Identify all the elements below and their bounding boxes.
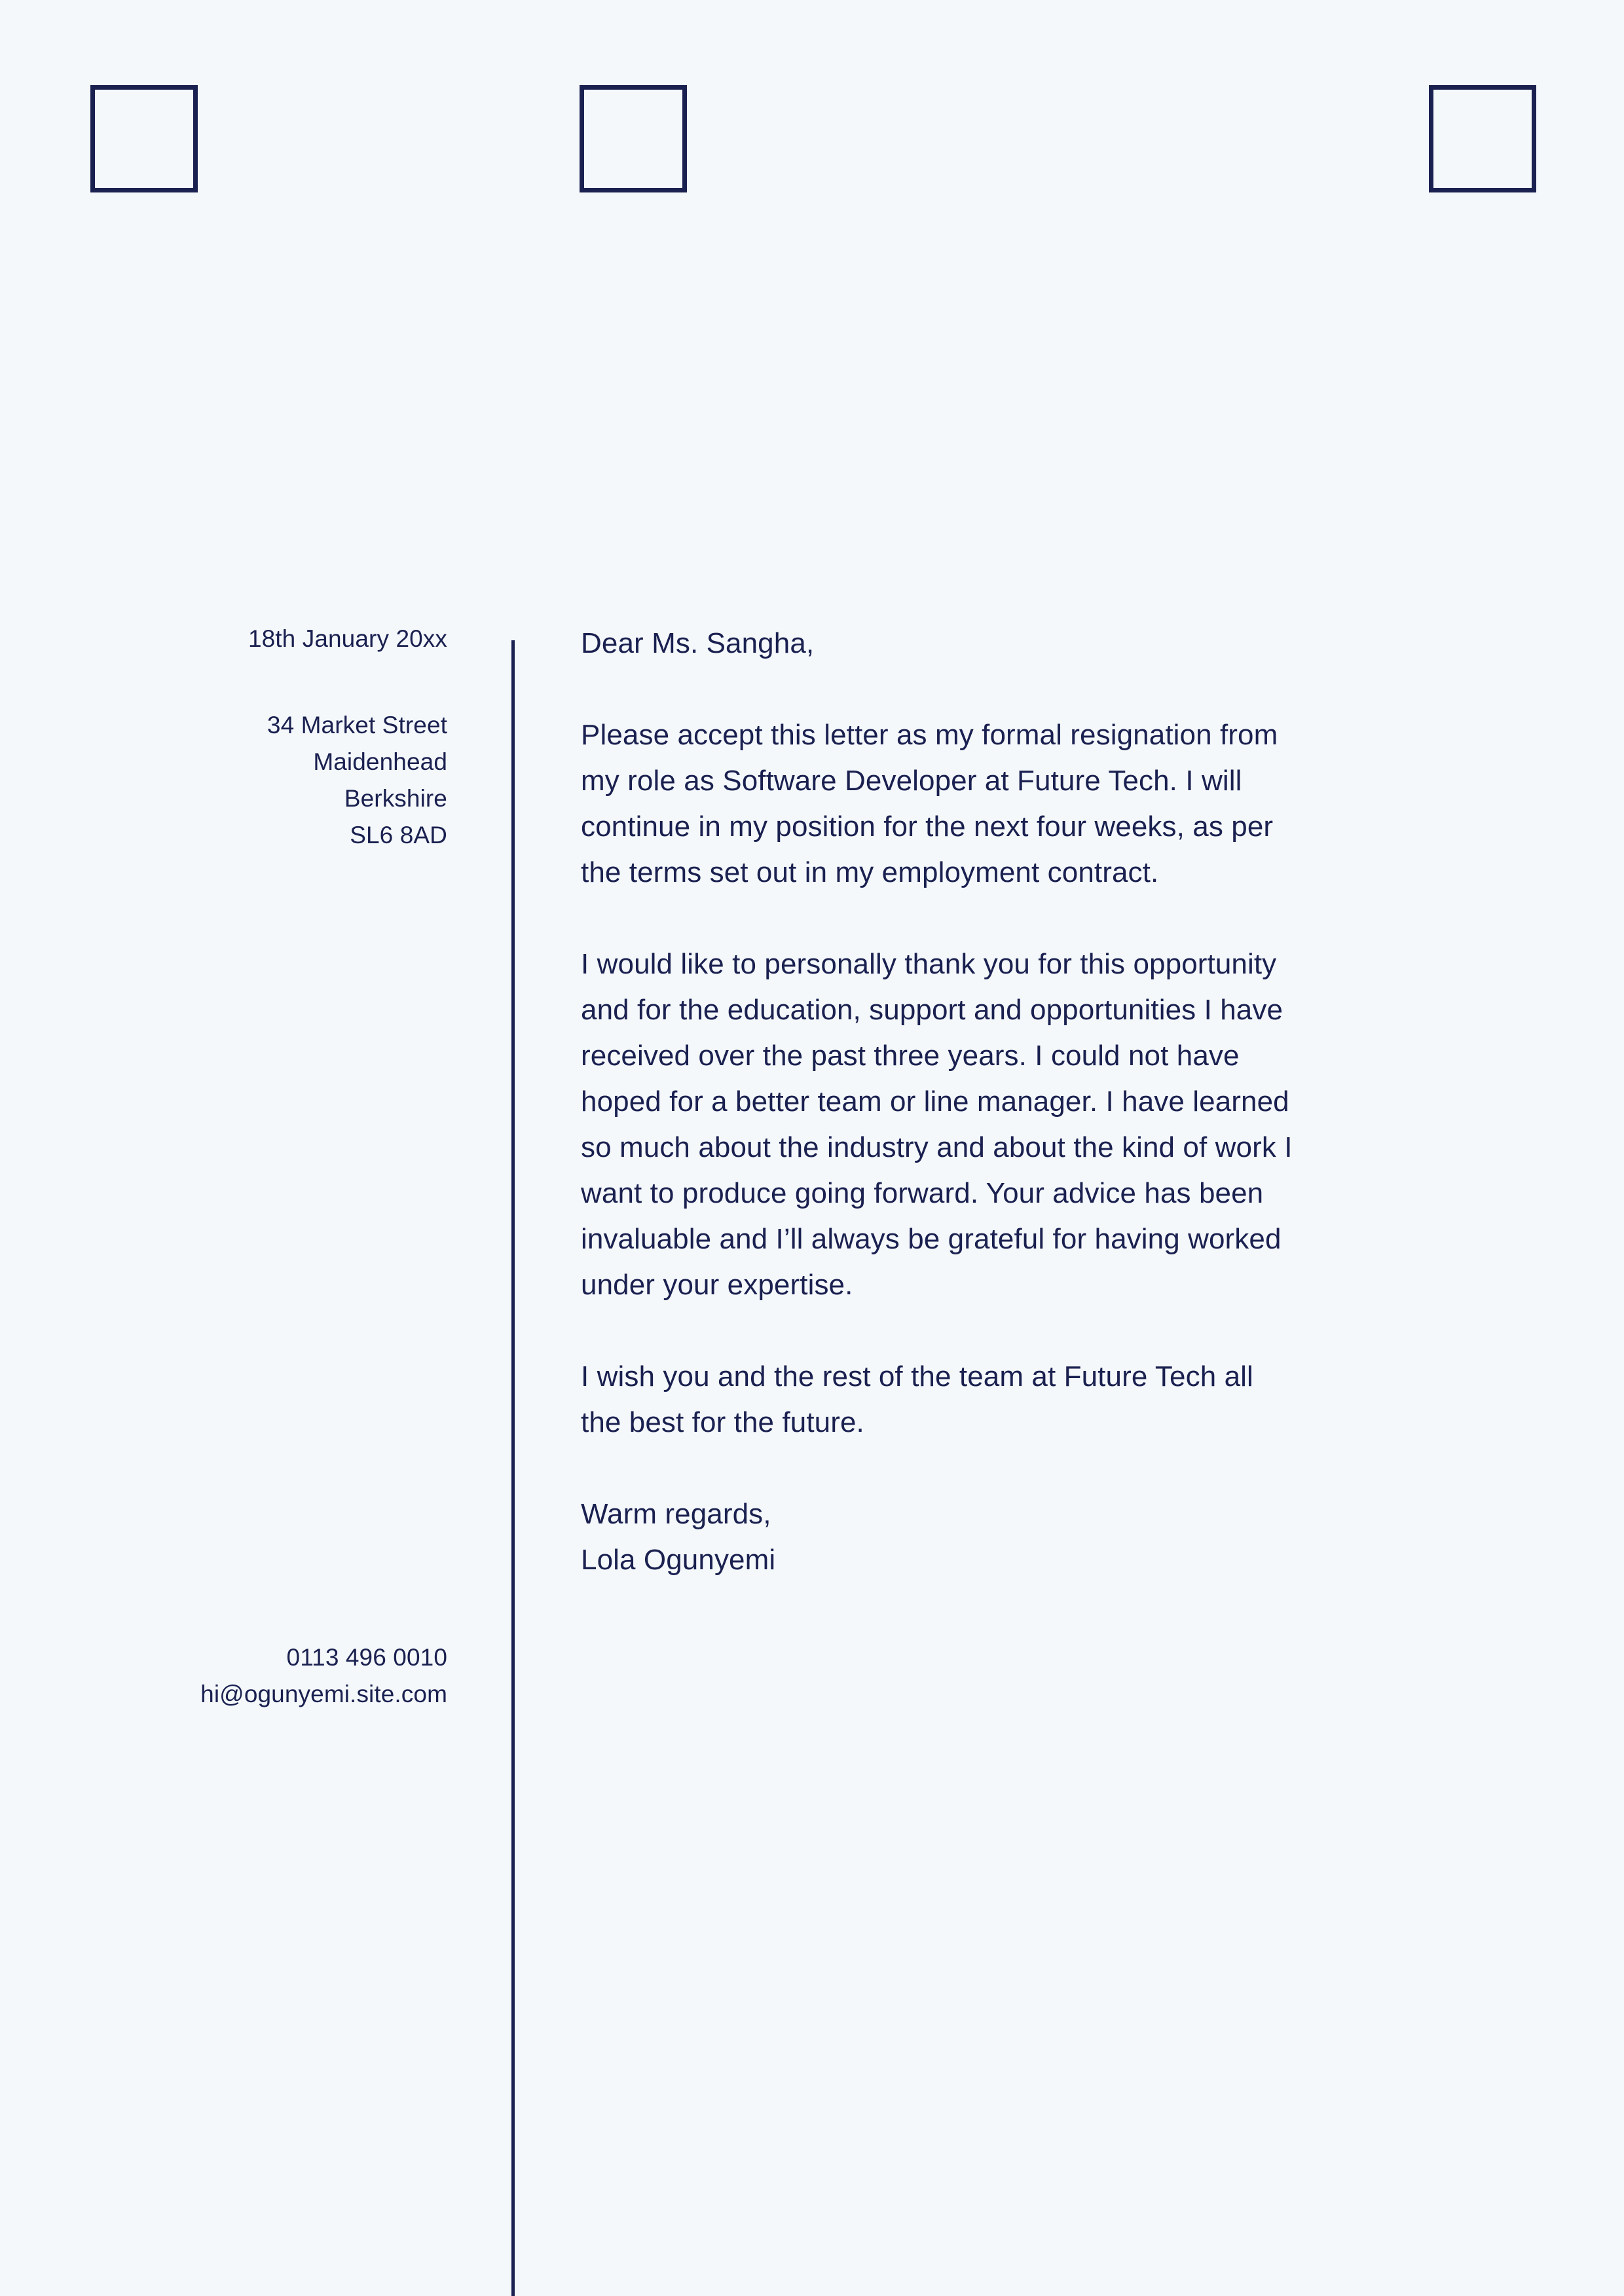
sender-contact-block [118, 1639, 447, 1713]
letter-salutation: Dear Ms. Sangha, [581, 627, 815, 659]
square-outline-icon-left [90, 85, 198, 192]
letter-paragraph-3: I wish you and the rest of the team at Future Tech all the best for the future. [581, 1360, 1253, 1438]
square-outline-icon-right [1429, 85, 1536, 192]
vertical-divider [511, 640, 515, 2296]
email-address: hi@ogunyemi.site.com [200, 1681, 447, 1707]
letter-body [581, 621, 1295, 1583]
letter-paragraph-2: I would like to personally thank you for this opportunity and for the education, support and opportunities I have received over the past three years. I could not have hoped for a better team or line manager. I have learned so much about the industry and about the kind of work I want to produce going forward. Your advice has been invaluable and I’ll always be grateful for having worked under your expertise. [581, 948, 1293, 1301]
phone-number: 0113 496 0010 [286, 1644, 447, 1671]
letter-paragraph-1: Please accept this letter as my formal resignation from my role as Software Developer at Future Tech. I will continue in my position for the next four weeks, as per the terms set out in my employment contract. [581, 719, 1278, 888]
letter-closing [581, 1491, 1295, 1583]
sender-meta-column [118, 621, 447, 854]
letter-date: 18th January 20xx [248, 625, 447, 652]
signature-name: Lola Ogunyemi [581, 1544, 776, 1576]
decorative-squares-row [0, 0, 1624, 216]
address-line: SL6 8AD [350, 822, 447, 848]
sender-address [118, 707, 447, 854]
sign-off: Warm regards, [581, 1498, 771, 1530]
address-line: Berkshire [344, 785, 447, 812]
square-outline-icon-center [580, 85, 687, 192]
address-line: 34 Market Street [267, 712, 447, 738]
address-line: Maidenhead [313, 748, 447, 775]
